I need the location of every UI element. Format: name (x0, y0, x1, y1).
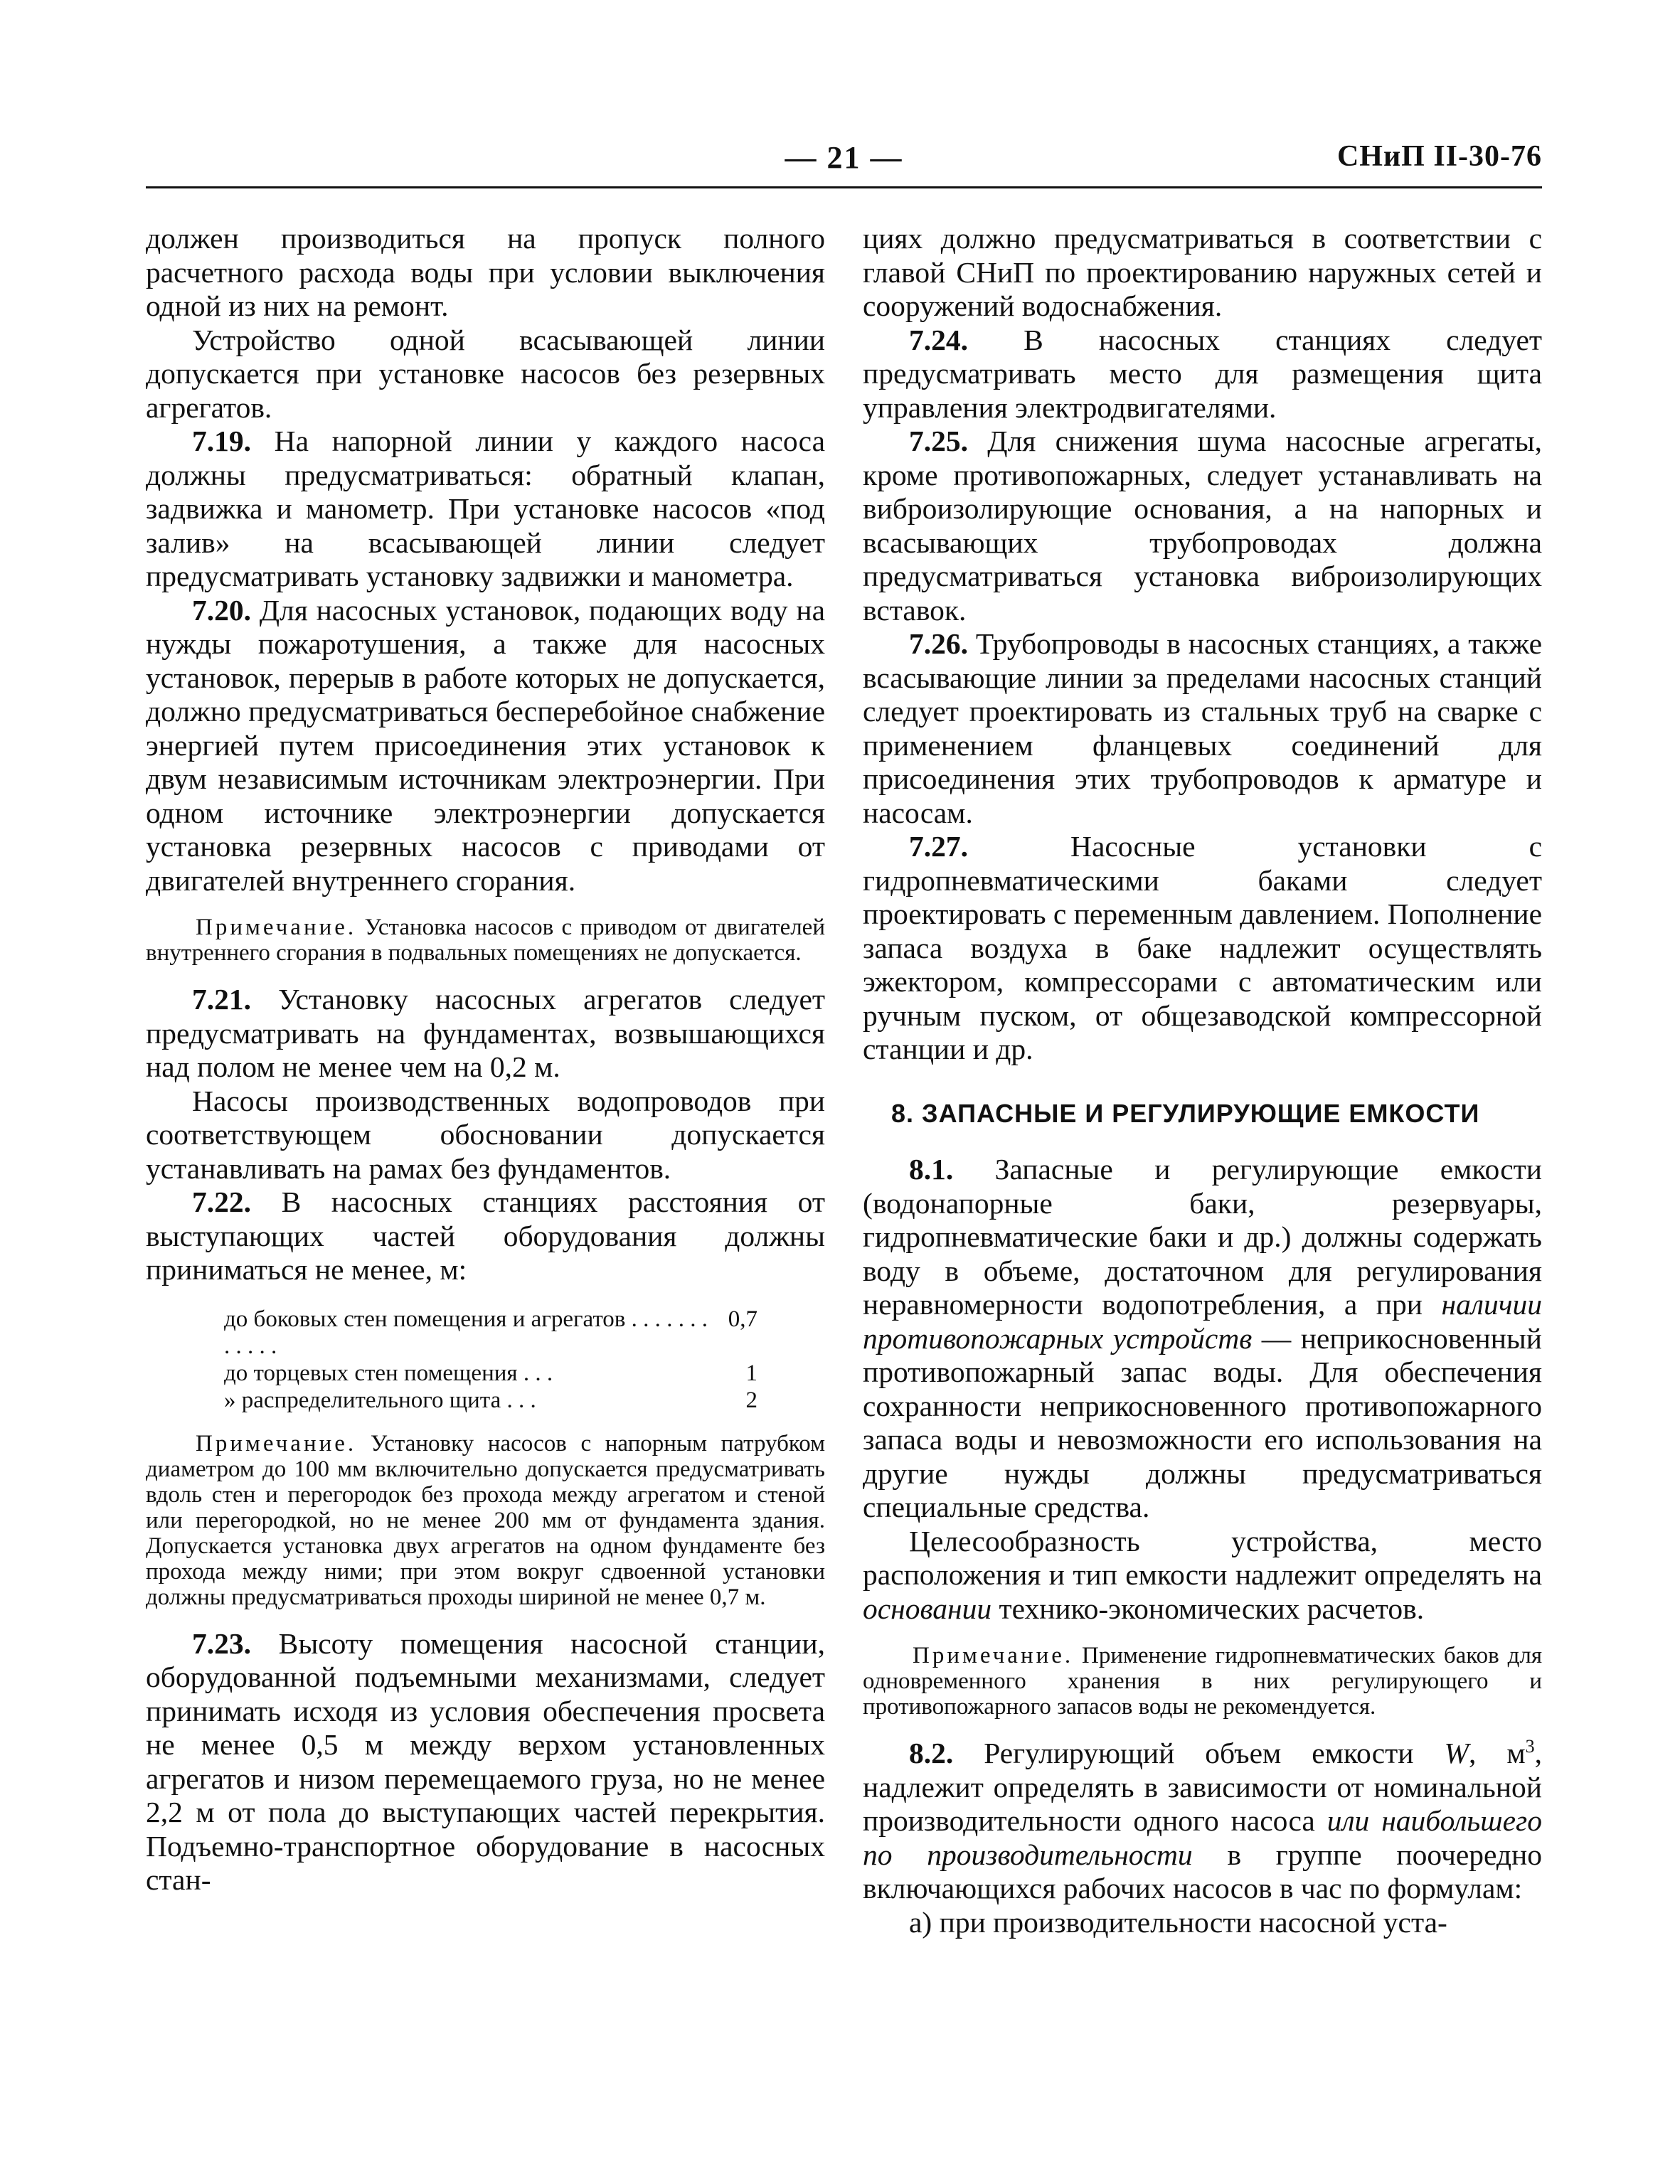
paragraph (863, 1525, 1542, 1626)
clause-number: 7.20. (192, 593, 251, 627)
clause-text: Для снижения шума насосные агрегаты, кроме противопожарных, следует устанавливать на виброизолирующие основания, а на напорных и всасывающих трубопроводах должна предусматриваться установка виброизолирующих вставок. (863, 425, 1543, 627)
clause-text: Высоту помещения насосной станции, оборудованной подъемными механизмами, следует принимать исходя из условия обеспечения просвета не менее 0,5 м между верхом установленных агрегатов и низом перемещаемого груза, но не менее 2,2 м от пола до выступающих частей перекрытия. Подъемно-транспортное оборудование в насосных стан- (146, 1626, 825, 1896)
note-text: Установка насосов с приводом от двигателей внутреннего сгорания в подвальных помещениях не допускается. (146, 915, 825, 966)
left-column (146, 222, 825, 1897)
italic-text: наличии противопожарных устройств (863, 1288, 1542, 1355)
clearance-list (224, 1306, 757, 1414)
formula-variable: W (1444, 1737, 1469, 1769)
italic-text: основании (863, 1592, 992, 1625)
note-label: Примечание. (196, 915, 357, 940)
clause-text: Регулирующий объем емкости (984, 1737, 1445, 1769)
clause-7-23 (146, 1627, 825, 1897)
italic-text: или наибольшего по производительности (863, 1804, 1542, 1871)
note (863, 1643, 1542, 1720)
clause-7-21 (146, 983, 825, 1085)
clause-number: 7.22. (192, 1186, 251, 1218)
clause-text: Запасные и регулирующие емкости (водонапорные баки, резервуары, гидропневматические баки и др.) должны содержать воду в объеме, достаточном для регулирования неравномерности водопотребления, а при (863, 1153, 1543, 1321)
clause-number: 7.25. (909, 425, 968, 457)
clause-number: 7.19. (192, 425, 251, 457)
paragraph-text: технико-экономических расчетов. (991, 1592, 1425, 1625)
clearance-label: до боковых стен помещения и агрегатов . . . . . . . . . . . . (224, 1306, 708, 1359)
clause-7-25 (863, 425, 1542, 627)
note (146, 1431, 825, 1610)
paragraph: а) при производительности насосной уста- (909, 1905, 1447, 1939)
clause-text: В насосных станциях расстояния от выступающих частей оборудования должны приниматься не менее, м: (146, 1186, 825, 1286)
page-number: — 21 — (785, 140, 903, 175)
clearance-row (224, 1387, 757, 1414)
unit-exponent: 3 (1525, 1736, 1535, 1757)
clause-number: 7.26. (909, 627, 968, 660)
note-text: Применение гидропневматических баков для одновременного хранения в них регулирующего и противопожарного запасов воды не рекомендуется. (863, 1643, 1542, 1720)
clause-7-26 (863, 627, 1542, 830)
note-text: Установку насосов с напорным патрубком диаметром до 100 мм включительно допускается предусматривать вдоль стен и перегородок без прохода между агрегатом и стеной или перегородкой, но не менее 200 мм от фундамента здания. Допускается установка двух агрегатов на одном фундаменте без прохода между ними; при этом вокруг сдвоенной установки должны предусматриваться проходы шириной не менее 0,7 м. (146, 1430, 825, 1610)
paragraph-text: Целесообразность устройства, место расположения и тип емкости надлежит определять на (863, 1524, 1542, 1591)
clause-number: 7.23. (192, 1626, 251, 1660)
clause-7-27 (863, 830, 1542, 1067)
clause-number: 7.24. (909, 323, 968, 356)
clearance-row (224, 1306, 757, 1360)
clause-8-1 (863, 1153, 1542, 1525)
unit-text: , м (1469, 1737, 1526, 1769)
clearance-value: 0,7 (728, 1306, 757, 1332)
clause-number: 7.27. (909, 830, 968, 863)
paragraph: должен производиться на пропуск полного расчетного расхода воды при условии выключения одной из них на ремонт. (146, 222, 825, 322)
paragraph: циях должно предусматриваться в соответствии с главой СНиП по проектированию наружных сетей и сооружений водоснабжения. (863, 222, 1542, 322)
clearance-value: 2 (745, 1387, 757, 1413)
note-label: Примечание. (196, 1430, 357, 1456)
paragraph: Насосы производственных водопроводов при соответствующем обосновании допускается устанавливать на рамах без фундаментов. (146, 1084, 825, 1185)
clause-7-19 (146, 425, 825, 594)
clause-text: Установку насосных агрегатов следует предусматривать на фундаментах, возвышающихся над полом не менее чем на 0,2 м. (146, 983, 826, 1083)
header-rule (146, 186, 1542, 188)
clause-text: в группе поочередно включающихся рабочих насосов в час по формулам: (863, 1838, 1543, 1905)
clause-text: Насосные установки с гидропневматическими баками следует проектировать с переменным давлением. Пополнение запаса воздуха в баке надлежит осуществлять эжектором, компрессорами с автоматическим или ручным пуском, от общезаводской компрессорной станции и др. (863, 830, 1543, 1065)
page-header (146, 139, 1542, 182)
clause-text: — неприкосновенный противопожарный запас воды. Для обеспечения сохранности неприкосновенного противопожарного запаса воды и невозможности его использования на другие нужды должны предусматриваться специальные средства. (863, 1321, 1542, 1523)
clause-number: 8.2. (909, 1737, 954, 1769)
clearance-row (224, 1360, 757, 1387)
note (146, 915, 825, 966)
right-column (863, 222, 1542, 1939)
clause-7-20 (146, 594, 825, 898)
clause-number: 7.21. (192, 983, 251, 1016)
clearance-value: 1 (745, 1360, 757, 1386)
clause-text: В насосных станциях следует предусматривать место для размещения щита управления электродвигателями. (863, 323, 1542, 424)
clause-text: На напорной линии у каждого насоса должны предусматриваться: обратный клапан, задвижка и манометр. При установке насосов «под залив» на всасывающей линии следует предусматривать установку задвижки и манометра. (146, 425, 825, 592)
clause-text: , надлежит определять в зависимости от номинальной производительности одного насоса (863, 1737, 1543, 1837)
clearance-label: » распределительного щита . . . (224, 1387, 536, 1413)
clause-7-22 (146, 1186, 825, 1287)
section-title: 8. ЗАПАСНЫЕ И РЕГУЛИРУЮЩИЕ ЕМКОСТИ (891, 1098, 1480, 1128)
clause-text: Трубопроводы в насосных станциях, а также всасывающие линии за пределами насосных станций следует проектировать из стальных труб на сварке с применением фланцевых соединений для присоединения этих трубопроводов к арматуре и насосам. (863, 627, 1543, 829)
paragraph: Устройство одной всасывающей линии допускается при установке насосов без резервных агрегатов. (146, 323, 825, 424)
note-label: Примечание. (913, 1643, 1074, 1668)
clearance-label: до торцевых стен помещения . . . (224, 1360, 553, 1386)
clause-number: 8.1. (909, 1153, 954, 1186)
clause-text: Для насосных установок, подающих воду на нужды пожаротушения, а также для насосных установок, перерыв в работе которых не допускается, должно предусматриваться бесперебойное снабжение энергией путем присоединения этих установок к двум независимым источникам электроэнергии. При одном источнике электроэнергии допускается установка резервных насосов с приводами от двигателей внутреннего сгорания. (146, 593, 825, 897)
document-code: СНиП II-30-76 (1336, 140, 1542, 173)
clause-8-2 (863, 1737, 1542, 1906)
clause-7-24 (863, 324, 1542, 425)
